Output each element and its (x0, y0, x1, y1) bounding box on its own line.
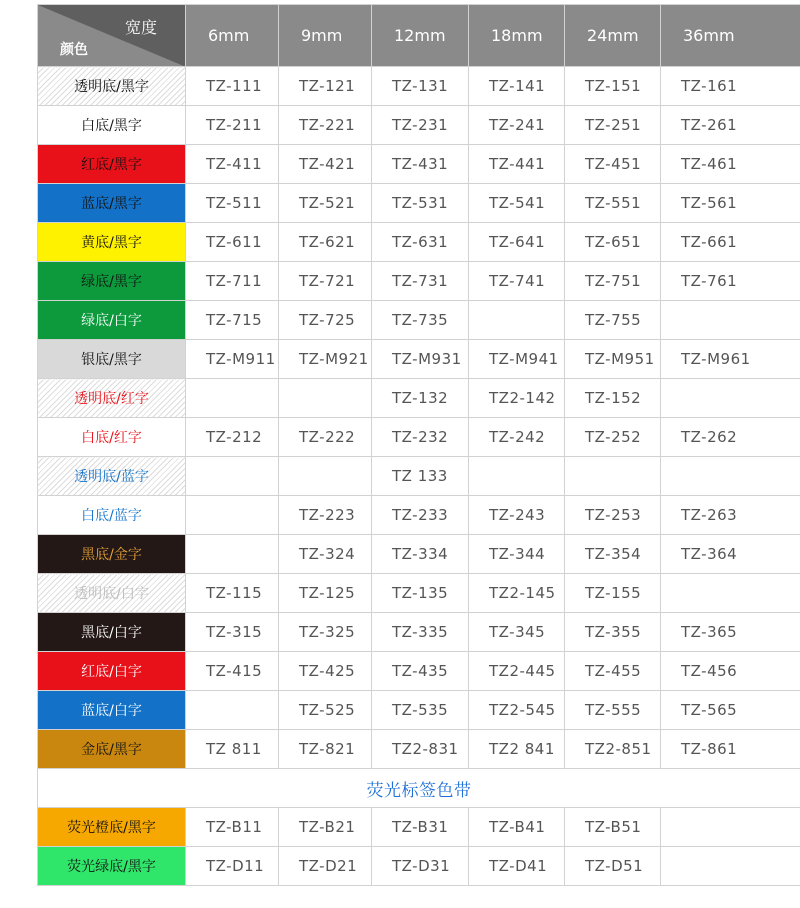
model-cell: TZ-425 (279, 652, 372, 691)
model-cell: TZ-531 (372, 184, 469, 223)
model-cell: TZ-M961 (661, 340, 800, 379)
model-cell: TZ2-851 (565, 730, 661, 769)
model-cell: TZ-261 (661, 106, 800, 145)
model-cell: TZ-751 (565, 262, 661, 301)
model-cell: TZ-354 (565, 535, 661, 574)
model-cell (279, 457, 372, 496)
color-label-cell: 黑底/白字 (38, 613, 186, 652)
table-row (38, 67, 800, 106)
size-header-6mm: 6mm (186, 5, 279, 67)
model-cell (186, 457, 279, 496)
model-cell: TZ-151 (565, 67, 661, 106)
model-cell (661, 379, 800, 418)
model-cell: TZ2-445 (469, 652, 565, 691)
color-label-cell: 红底/白字 (38, 652, 186, 691)
model-cell: TZ-555 (565, 691, 661, 730)
model-cell: TZ-441 (469, 145, 565, 184)
model-cell (279, 379, 372, 418)
table-row (38, 574, 800, 613)
color-label-cell: 金底/黑字 (38, 730, 186, 769)
model-cell: TZ-233 (372, 496, 469, 535)
model-cell: TZ-861 (661, 730, 800, 769)
model-cell: TZ-435 (372, 652, 469, 691)
model-cell: TZ-541 (469, 184, 565, 223)
model-cell: TZ2-142 (469, 379, 565, 418)
table-row (38, 340, 800, 379)
model-cell: TZ-364 (661, 535, 800, 574)
model-cell: TZ-715 (186, 301, 279, 340)
table-row (38, 379, 800, 418)
model-cell: TZ-M911 (186, 340, 279, 379)
model-cell: TZ-411 (186, 145, 279, 184)
table-row (38, 730, 800, 769)
model-cell: TZ-B51 (565, 808, 661, 847)
model-cell: TZ-D31 (372, 847, 469, 886)
model-cell: TZ-121 (279, 67, 372, 106)
model-cell: TZ-232 (372, 418, 469, 457)
color-label-cell: 透明底/黑字 (38, 67, 186, 106)
model-cell (186, 496, 279, 535)
color-label-cell: 白底/蓝字 (38, 496, 186, 535)
table-row (38, 184, 800, 223)
color-label-cell: 透明底/蓝字 (38, 457, 186, 496)
table-row (38, 145, 800, 184)
model-cell: TZ 133 (372, 457, 469, 496)
model-cell (661, 457, 800, 496)
model-cell (186, 535, 279, 574)
color-label: 颜色 (60, 39, 88, 59)
model-cell: TZ-132 (372, 379, 469, 418)
model-cell: TZ-535 (372, 691, 469, 730)
model-cell: TZ-821 (279, 730, 372, 769)
color-label-cell: 银底/黑字 (38, 340, 186, 379)
model-cell (186, 691, 279, 730)
model-cell: TZ-355 (565, 613, 661, 652)
model-cell: TZ-161 (661, 67, 800, 106)
table-row (38, 262, 800, 301)
model-cell: TZ-641 (469, 223, 565, 262)
model-cell: TZ-431 (372, 145, 469, 184)
model-cell: TZ-241 (469, 106, 565, 145)
model-cell: TZ-741 (469, 262, 565, 301)
color-label-cell: 黄底/黑字 (38, 223, 186, 262)
table-row (38, 613, 800, 652)
model-cell: TZ-B21 (279, 808, 372, 847)
model-cell: TZ-511 (186, 184, 279, 223)
model-cell: TZ-621 (279, 223, 372, 262)
table-row (38, 418, 800, 457)
model-cell: TZ-131 (372, 67, 469, 106)
model-cell: TZ-M931 (372, 340, 469, 379)
model-cell: TZ-252 (565, 418, 661, 457)
model-cell: TZ-D41 (469, 847, 565, 886)
model-cell: TZ-125 (279, 574, 372, 613)
model-cell: TZ-324 (279, 535, 372, 574)
model-cell: TZ-212 (186, 418, 279, 457)
color-label-cell: 绿底/黑字 (38, 262, 186, 301)
model-cell: TZ-D51 (565, 847, 661, 886)
size-header-24mm: 24mm (565, 5, 661, 67)
header-corner-cell (38, 5, 186, 67)
model-cell: TZ-461 (661, 145, 800, 184)
table-row (38, 223, 800, 262)
model-cell: TZ-651 (565, 223, 661, 262)
model-cell: TZ-415 (186, 652, 279, 691)
table-row (38, 496, 800, 535)
size-header-12mm: 12mm (372, 5, 469, 67)
model-cell (661, 301, 800, 340)
model-cell: TZ-M951 (565, 340, 661, 379)
model-cell: TZ-243 (469, 496, 565, 535)
model-cell: TZ-251 (565, 106, 661, 145)
model-cell (565, 457, 661, 496)
model-cell: TZ-721 (279, 262, 372, 301)
model-cell: TZ 811 (186, 730, 279, 769)
model-cell: TZ-565 (661, 691, 800, 730)
model-cell: TZ-455 (565, 652, 661, 691)
model-cell: TZ-735 (372, 301, 469, 340)
model-cell: TZ-456 (661, 652, 800, 691)
model-cell: TZ-365 (661, 613, 800, 652)
model-cell: TZ2-545 (469, 691, 565, 730)
color-label-cell: 荧光橙底/黑字 (38, 808, 186, 847)
model-cell: TZ-152 (565, 379, 661, 418)
model-cell: TZ-755 (565, 301, 661, 340)
model-cell: TZ-325 (279, 613, 372, 652)
model-cell: TZ-631 (372, 223, 469, 262)
table-row (38, 301, 800, 340)
model-cell: TZ-611 (186, 223, 279, 262)
model-cell: TZ-421 (279, 145, 372, 184)
model-cell: TZ-231 (372, 106, 469, 145)
model-cell: TZ-B31 (372, 808, 469, 847)
model-cell: TZ-115 (186, 574, 279, 613)
model-cell (469, 457, 565, 496)
table-row (38, 457, 800, 496)
model-cell: TZ-263 (661, 496, 800, 535)
model-cell: TZ-111 (186, 67, 279, 106)
model-cell: TZ-551 (565, 184, 661, 223)
table-row (38, 847, 800, 886)
color-label-cell: 黑底/金字 (38, 535, 186, 574)
color-label-cell: 蓝底/黑字 (38, 184, 186, 223)
model-cell: TZ-344 (469, 535, 565, 574)
color-label-cell: 蓝底/白字 (38, 691, 186, 730)
model-cell (186, 379, 279, 418)
color-label-cell: 荧光绿底/黑字 (38, 847, 186, 886)
model-cell: TZ-561 (661, 184, 800, 223)
table-row (38, 691, 800, 730)
model-cell: TZ-334 (372, 535, 469, 574)
model-cell: TZ-521 (279, 184, 372, 223)
model-cell: TZ-761 (661, 262, 800, 301)
model-cell: TZ-731 (372, 262, 469, 301)
tape-spec-table-wrapper (37, 4, 800, 886)
model-cell: TZ-253 (565, 496, 661, 535)
model-cell: TZ-221 (279, 106, 372, 145)
fluorescent-section-title: 荧光标签色带 (38, 769, 800, 808)
model-cell: TZ2-831 (372, 730, 469, 769)
model-cell: TZ-661 (661, 223, 800, 262)
model-cell: TZ-B41 (469, 808, 565, 847)
model-cell: TZ-135 (372, 574, 469, 613)
model-cell: TZ-D11 (186, 847, 279, 886)
model-cell: TZ-335 (372, 613, 469, 652)
model-cell: TZ-223 (279, 496, 372, 535)
color-label-cell: 透明底/白字 (38, 574, 186, 613)
model-cell: TZ-711 (186, 262, 279, 301)
model-cell: TZ-D21 (279, 847, 372, 886)
model-cell: TZ-242 (469, 418, 565, 457)
model-cell: TZ2-145 (469, 574, 565, 613)
size-header-9mm: 9mm (279, 5, 372, 67)
section-row (38, 769, 800, 808)
model-cell: TZ-315 (186, 613, 279, 652)
tape-spec-table (37, 4, 800, 886)
model-cell: TZ-M941 (469, 340, 565, 379)
table-body (38, 67, 800, 886)
model-cell: TZ-155 (565, 574, 661, 613)
width-label: 宽度 (125, 15, 157, 38)
model-cell: TZ-345 (469, 613, 565, 652)
color-label-cell: 绿底/白字 (38, 301, 186, 340)
table-row (38, 652, 800, 691)
color-label-cell: 透明底/红字 (38, 379, 186, 418)
table-row (38, 106, 800, 145)
model-cell (469, 301, 565, 340)
color-label-cell: 红底/黑字 (38, 145, 186, 184)
table-row (38, 808, 800, 847)
model-cell (661, 847, 800, 886)
model-cell (661, 574, 800, 613)
color-label-cell: 白底/红字 (38, 418, 186, 457)
model-cell: TZ-451 (565, 145, 661, 184)
size-header-36mm: 36mm (661, 5, 800, 67)
model-cell: TZ-262 (661, 418, 800, 457)
color-label-cell: 白底/黑字 (38, 106, 186, 145)
table-row (38, 535, 800, 574)
model-cell (661, 808, 800, 847)
model-cell: TZ-211 (186, 106, 279, 145)
model-cell: TZ-525 (279, 691, 372, 730)
model-cell: TZ-141 (469, 67, 565, 106)
size-header-18mm: 18mm (469, 5, 565, 67)
model-cell: TZ-222 (279, 418, 372, 457)
model-cell: TZ-B11 (186, 808, 279, 847)
model-cell: TZ2 841 (469, 730, 565, 769)
model-cell: TZ-M921 (279, 340, 372, 379)
model-cell: TZ-725 (279, 301, 372, 340)
header-row (38, 5, 800, 67)
